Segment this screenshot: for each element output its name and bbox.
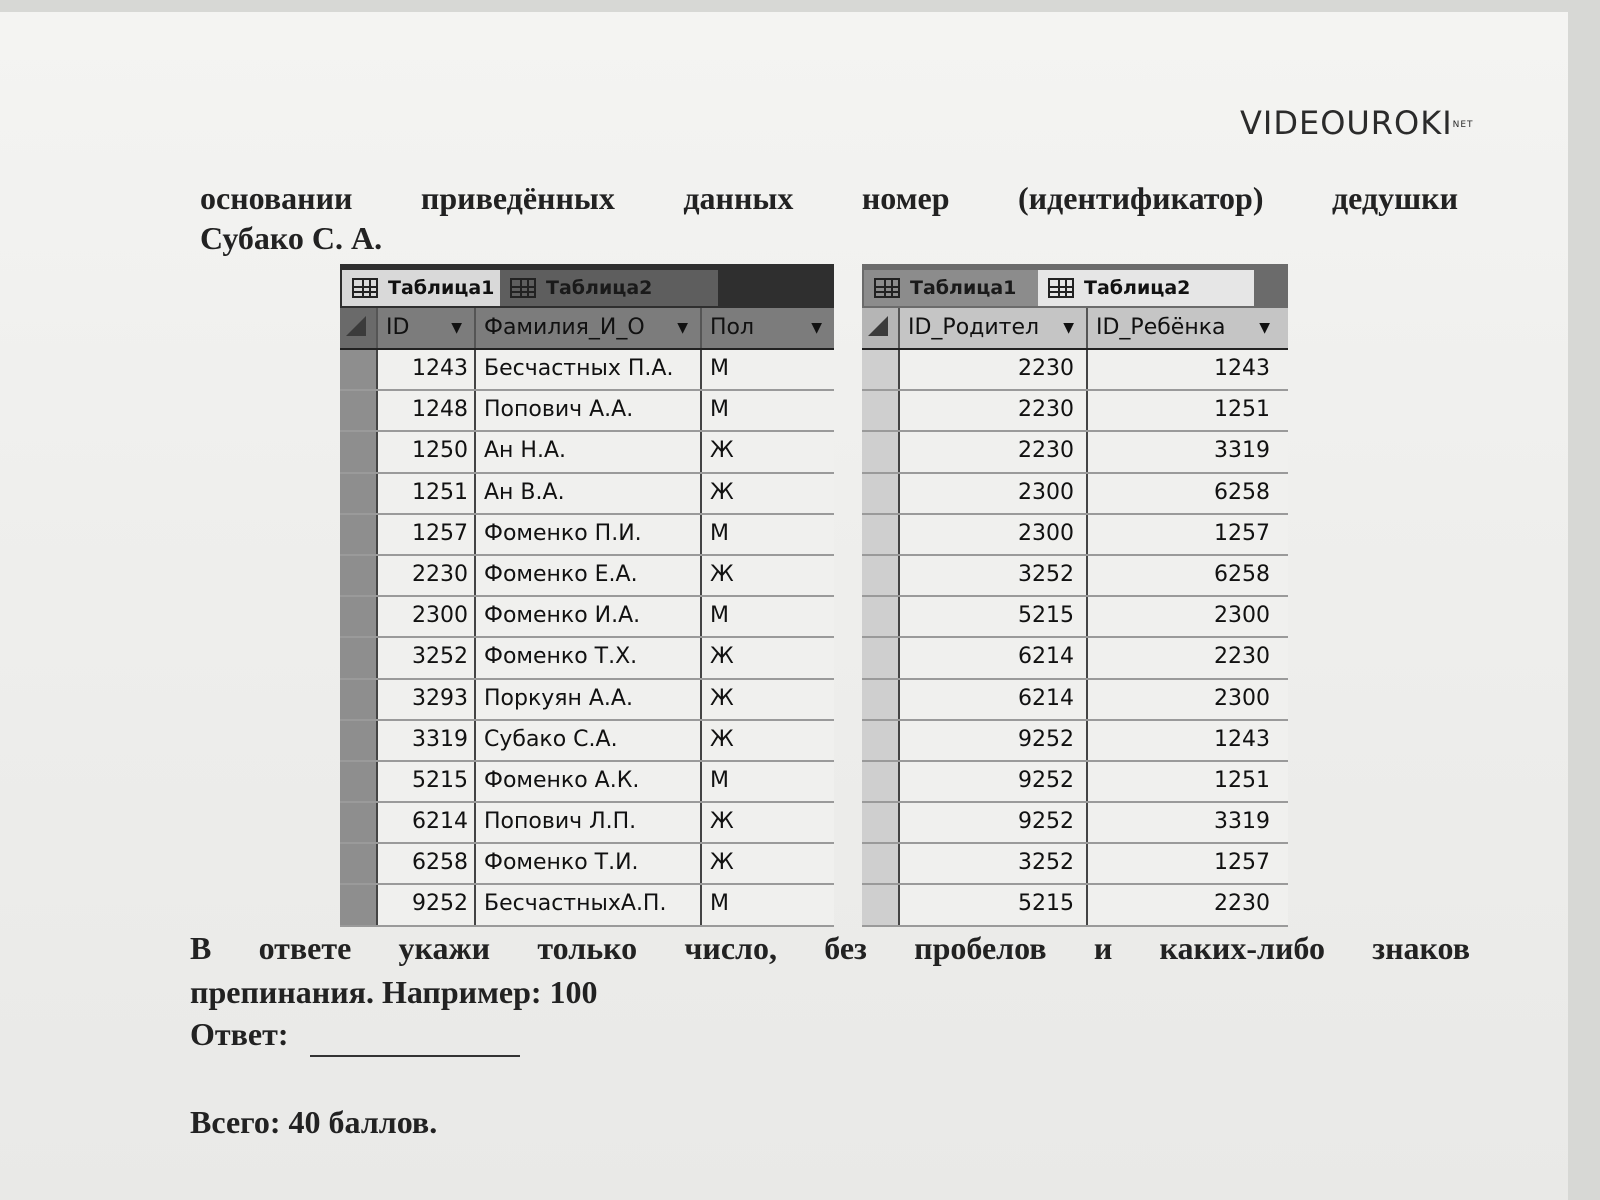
cell-sex: Ж — [700, 432, 834, 471]
cell-sex: Ж — [700, 474, 834, 513]
table-icon — [1048, 278, 1074, 298]
cell-sex: Ж — [700, 680, 834, 719]
cell-child-id: 6258 — [1086, 474, 1282, 513]
table-row[interactable] — [862, 803, 1288, 844]
cell-name: Поркуян А.А. — [474, 680, 700, 719]
cell-sex: М — [700, 350, 834, 389]
column-header-label: ID — [386, 315, 410, 340]
row-selector[interactable] — [340, 680, 376, 719]
row-selector[interactable] — [340, 721, 376, 760]
tab-table2[interactable] — [1038, 270, 1254, 306]
dropdown-arrow-icon[interactable]: ▼ — [1063, 320, 1074, 336]
table-row[interactable] — [862, 721, 1288, 762]
table-row[interactable] — [340, 432, 834, 473]
cell-id: 2230 — [376, 556, 474, 595]
table-row[interactable] — [340, 556, 834, 597]
row-selector[interactable] — [862, 432, 898, 471]
tab-bar-1 — [340, 264, 834, 308]
cell-id: 1251 — [376, 474, 474, 513]
table-row[interactable] — [862, 762, 1288, 803]
table-row[interactable] — [862, 556, 1288, 597]
instruction-line-1: В ответе укажи только число, без пробелов и каких-либо знаков — [190, 930, 1470, 966]
cell-parent-id: 3252 — [898, 556, 1086, 595]
cell-sex: Ж — [700, 721, 834, 760]
table-row[interactable] — [340, 762, 834, 803]
cell-parent-id: 6214 — [898, 638, 1086, 677]
cell-child-id: 1243 — [1086, 350, 1282, 389]
cell-name: Ан Н.А. — [474, 432, 700, 471]
cell-sex: М — [700, 515, 834, 554]
table-row[interactable] — [862, 638, 1288, 679]
cell-parent-id: 2300 — [898, 474, 1086, 513]
cell-name: Бесчастных П.А. — [474, 350, 700, 389]
column-header-sex[interactable] — [700, 308, 834, 348]
cell-id: 6258 — [376, 844, 474, 883]
cell-sex: Ж — [700, 803, 834, 842]
cell-child-id: 1257 — [1086, 844, 1282, 883]
logo-suffix: NET — [1452, 120, 1474, 130]
column-header-name[interactable] — [474, 308, 700, 348]
cell-name: Фоменко Е.А. — [474, 556, 700, 595]
row-selector[interactable] — [862, 638, 898, 677]
cell-parent-id: 9252 — [898, 762, 1086, 801]
cell-parent-id: 2300 — [898, 515, 1086, 554]
row-selector[interactable] — [340, 762, 376, 801]
table-row[interactable] — [340, 597, 834, 638]
corner-icon — [346, 316, 366, 336]
cell-id: 2300 — [376, 597, 474, 636]
row-selector[interactable] — [340, 803, 376, 842]
cell-id: 1257 — [376, 515, 474, 554]
header-row — [340, 308, 834, 350]
cell-child-id: 1251 — [1086, 391, 1282, 430]
row-selector[interactable] — [340, 391, 376, 430]
table-row[interactable] — [862, 432, 1288, 473]
row-selector[interactable] — [862, 844, 898, 883]
tab-label: Таблица1 — [388, 277, 495, 299]
cell-id: 3252 — [376, 638, 474, 677]
cell-id: 9252 — [376, 885, 474, 924]
cell-parent-id: 6214 — [898, 680, 1086, 719]
cell-child-id: 6258 — [1086, 556, 1282, 595]
table-body — [862, 350, 1288, 927]
dropdown-arrow-icon[interactable]: ▼ — [451, 320, 462, 336]
column-header-parent-id[interactable] — [898, 308, 1086, 348]
table-row[interactable] — [862, 515, 1288, 556]
table-row[interactable] — [862, 885, 1288, 926]
row-selector[interactable] — [862, 721, 898, 760]
row-selector[interactable] — [862, 680, 898, 719]
table-row[interactable] — [862, 350, 1288, 391]
cell-id: 5215 — [376, 762, 474, 801]
table-row[interactable] — [862, 680, 1288, 721]
cell-sex: Ж — [700, 556, 834, 595]
table-icon — [874, 278, 900, 298]
row-selector[interactable] — [340, 432, 376, 471]
table-row[interactable] — [340, 844, 834, 885]
table-row[interactable] — [862, 474, 1288, 515]
table-row[interactable] — [340, 721, 834, 762]
select-all-corner[interactable] — [862, 308, 898, 348]
videouroki-logo — [1240, 104, 1474, 142]
tab-table2[interactable] — [500, 270, 718, 306]
dropdown-arrow-icon[interactable]: ▼ — [677, 320, 688, 336]
cell-name: БесчастныхА.П. — [474, 885, 700, 924]
cell-name: Фоменко П.И. — [474, 515, 700, 554]
table-row[interactable] — [340, 638, 834, 679]
dropdown-arrow-icon[interactable]: ▼ — [811, 320, 822, 336]
column-header-child-id[interactable] — [1086, 308, 1282, 348]
row-selector[interactable] — [340, 597, 376, 636]
header-row — [862, 308, 1288, 350]
select-all-corner[interactable] — [340, 308, 376, 348]
row-selector[interactable] — [340, 515, 376, 554]
row-selector[interactable] — [340, 885, 376, 924]
logo-text: VIDEOUROKI — [1240, 104, 1453, 142]
row-selector[interactable] — [340, 638, 376, 677]
cell-parent-id: 9252 — [898, 803, 1086, 842]
cell-parent-id: 9252 — [898, 721, 1086, 760]
table-row[interactable] — [862, 597, 1288, 638]
table-row[interactable] — [340, 391, 834, 432]
cell-name: Фоменко А.К. — [474, 762, 700, 801]
table-row[interactable] — [862, 844, 1288, 885]
row-selector[interactable] — [340, 350, 376, 389]
cell-child-id: 2230 — [1086, 638, 1282, 677]
table-icon — [510, 278, 536, 298]
paper-sheet — [0, 12, 1568, 1200]
cell-sex: М — [700, 391, 834, 430]
cell-id: 1243 — [376, 350, 474, 389]
cell-parent-id: 2230 — [898, 391, 1086, 430]
row-selector[interactable] — [340, 474, 376, 513]
table-row[interactable] — [340, 474, 834, 515]
cell-id: 6214 — [376, 803, 474, 842]
table-row[interactable] — [340, 803, 834, 844]
row-selector[interactable] — [862, 885, 898, 924]
table-relations — [862, 264, 1288, 927]
column-header-label: Фамилия_И_О — [484, 315, 645, 340]
cell-name: Попович Л.П. — [474, 803, 700, 842]
row-selector[interactable] — [862, 762, 898, 801]
row-selector[interactable] — [862, 803, 898, 842]
column-header-id[interactable] — [376, 308, 474, 348]
row-selector[interactable] — [340, 556, 376, 595]
answer-field[interactable] — [310, 1055, 520, 1057]
instruction-line-2: препинания. Например: 100 — [190, 974, 598, 1010]
row-selector[interactable] — [340, 844, 376, 883]
table-row[interactable] — [862, 391, 1288, 432]
dropdown-arrow-icon[interactable]: ▼ — [1259, 320, 1270, 336]
tab-label: Таблица2 — [546, 277, 653, 299]
cell-sex: М — [700, 597, 834, 636]
row-selector[interactable] — [862, 556, 898, 595]
row-selector[interactable] — [862, 474, 898, 513]
cell-parent-id: 2230 — [898, 432, 1086, 471]
table-icon — [352, 278, 378, 298]
question-line-1: основании приведённых данных номер (идентификатор) дедушки — [200, 180, 1458, 216]
cell-parent-id: 5215 — [898, 597, 1086, 636]
table-row[interactable] — [340, 350, 834, 391]
row-selector[interactable] — [862, 350, 898, 389]
cell-parent-id: 2230 — [898, 350, 1086, 389]
cell-name: Фоменко И.А. — [474, 597, 700, 636]
cell-name: Попович А.А. — [474, 391, 700, 430]
table-row[interactable] — [340, 680, 834, 721]
tab-label: Таблица1 — [910, 277, 1017, 299]
cell-id: 3319 — [376, 721, 474, 760]
table-row[interactable] — [340, 515, 834, 556]
question-line-2: Субако С. А. — [200, 220, 383, 256]
cell-sex: Ж — [700, 638, 834, 677]
cell-name: Субако С.А. — [474, 721, 700, 760]
cell-sex: М — [700, 762, 834, 801]
cell-child-id: 1251 — [1086, 762, 1282, 801]
table-people — [340, 264, 834, 927]
cell-parent-id: 5215 — [898, 885, 1086, 924]
cell-name: Фоменко Т.Х. — [474, 638, 700, 677]
cell-name: Фоменко Т.И. — [474, 844, 700, 883]
cell-child-id: 3319 — [1086, 803, 1282, 842]
table-body — [340, 350, 834, 927]
cell-id: 1250 — [376, 432, 474, 471]
cell-id: 1248 — [376, 391, 474, 430]
column-header-label: ID_Ребёнка — [1096, 315, 1226, 340]
cell-child-id: 3319 — [1086, 432, 1282, 471]
cell-child-id: 1257 — [1086, 515, 1282, 554]
cell-sex: Ж — [700, 844, 834, 883]
column-header-label: ID_Родител — [908, 315, 1040, 340]
cell-child-id: 2300 — [1086, 680, 1282, 719]
cell-child-id: 1243 — [1086, 721, 1282, 760]
tab-bar-2 — [862, 264, 1288, 308]
answer-label: Ответ: — [190, 1016, 289, 1052]
corner-icon — [868, 316, 888, 336]
cell-id: 3293 — [376, 680, 474, 719]
tab-label: Таблица2 — [1084, 277, 1191, 299]
row-selector[interactable] — [862, 391, 898, 430]
row-selector[interactable] — [862, 597, 898, 636]
table-row[interactable] — [340, 885, 834, 926]
cell-name: Ан В.А. — [474, 474, 700, 513]
cell-child-id: 2300 — [1086, 597, 1282, 636]
cell-child-id: 2230 — [1086, 885, 1282, 924]
row-selector[interactable] — [862, 515, 898, 554]
total-points: Всего: 40 баллов. — [190, 1104, 438, 1140]
cell-parent-id: 3252 — [898, 844, 1086, 883]
column-header-label: Пол — [710, 315, 755, 340]
cell-sex: М — [700, 885, 834, 924]
